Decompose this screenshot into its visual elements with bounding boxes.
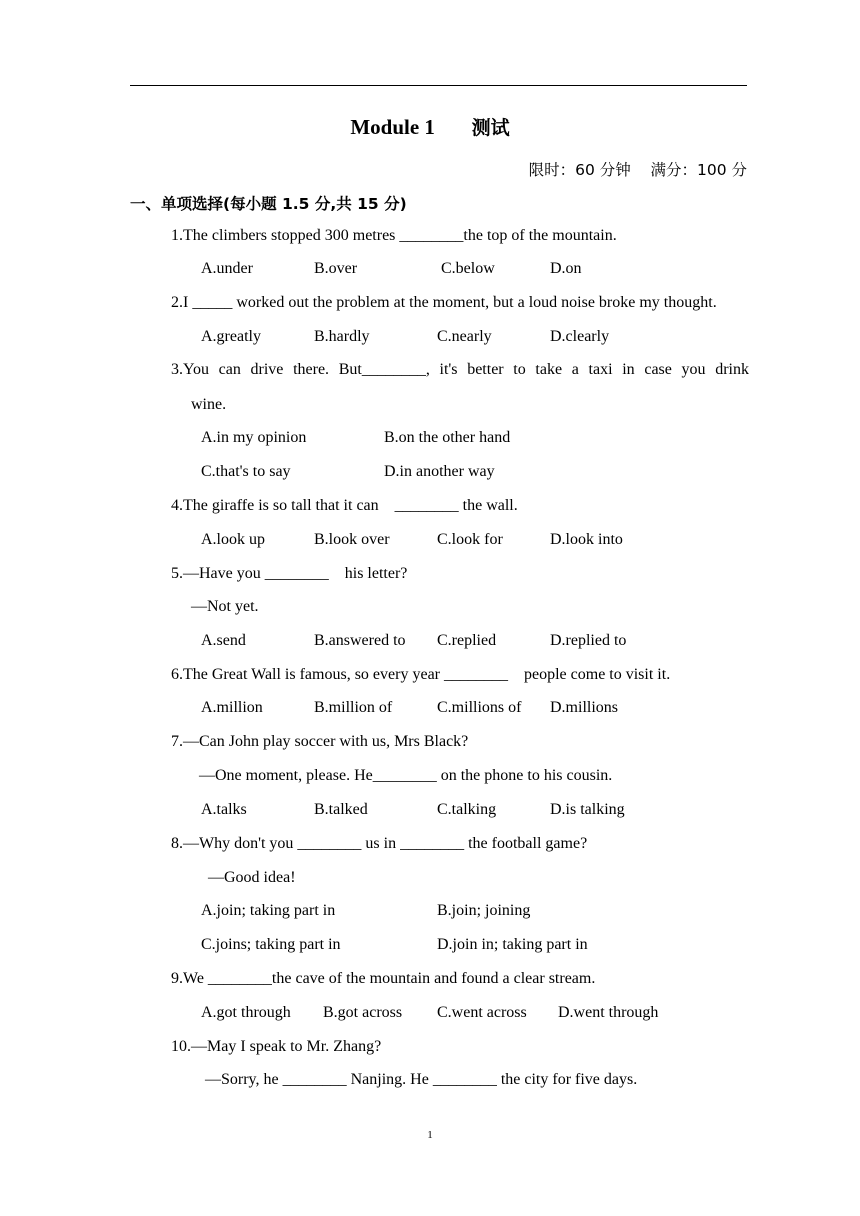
- question-3-continuation: wine.: [191, 396, 227, 413]
- q9-option-a: A.got through: [201, 1004, 291, 1021]
- question-10: 10.—May I speak to Mr. Zhang?: [171, 1038, 382, 1055]
- question-8: 8.—Why don't you ________ us in ________ the football game?: [171, 835, 588, 852]
- q3-option-c: C.that's to say: [201, 463, 291, 480]
- q5-option-d: D.replied to: [550, 632, 627, 649]
- q2-option-b: B.hardly: [314, 328, 370, 345]
- question-5: 5.—Have you ________ his letter?: [171, 565, 408, 582]
- q9-option-c: C.went across: [437, 1004, 527, 1021]
- q6-option-d: D.millions: [550, 699, 619, 716]
- q3-option-a: A.in my opinion: [201, 429, 307, 446]
- question-8-reply: —Good idea!: [208, 869, 296, 886]
- q5-option-c: C.replied: [437, 632, 497, 649]
- q1-option-c: C.below: [441, 260, 495, 277]
- q1-option-b: B.over: [314, 260, 358, 277]
- question-3: 3.You can drive there. But________, it's better to take a taxi in case you drink: [171, 361, 749, 378]
- q6-option-c: C.millions of: [437, 699, 522, 716]
- question-6: 6.The Great Wall is famous, so every year ________ people come to visit it.: [171, 666, 671, 683]
- q4-option-a: A.look up: [201, 531, 265, 548]
- q4-option-c: C.look for: [437, 531, 503, 548]
- question-7-reply: —One moment, please. He________ on the phone to his cousin.: [199, 767, 613, 784]
- question-4: 4.The giraffe is so tall that it can ________ the wall.: [171, 497, 518, 514]
- q5-option-b: B.answered to: [314, 632, 406, 649]
- page-number: 1: [427, 1129, 433, 1141]
- q2-option-c: C.nearly: [437, 328, 492, 345]
- question-7: 7.—Can John play soccer with us, Mrs Black?: [171, 733, 469, 750]
- q8-option-c: C.joins; taking part in: [201, 936, 341, 953]
- q7-option-b: B.talked: [314, 801, 368, 818]
- q2-option-a: A.greatly: [201, 328, 261, 345]
- question-10-reply: —Sorry, he ________ Nanjing. He ________ the city for five days.: [205, 1071, 638, 1088]
- q4-option-b: B.look over: [314, 531, 390, 548]
- q6-option-b: B.million of: [314, 699, 393, 716]
- q8-option-a: A.join; taking part in: [201, 902, 336, 919]
- question-2: 2.I _____ worked out the problem at the moment, but a loud noise broke my thought.: [171, 294, 717, 311]
- page-title: [0, 113, 860, 140]
- q8-option-d: D.join in; taking part in: [437, 936, 588, 953]
- q7-option-d: D.is talking: [550, 801, 625, 818]
- title-cn: 测试: [471, 117, 510, 139]
- question-1: 1.The climbers stopped 300 metres ________the top of the mountain.: [171, 227, 617, 244]
- q3-option-d: D.in another way: [384, 463, 495, 480]
- question-5-reply: —Not yet.: [191, 598, 259, 615]
- q3-option-b: B.on the other hand: [384, 429, 511, 446]
- q6-option-a: A.million: [201, 699, 263, 716]
- q5-option-a: A.send: [201, 632, 246, 649]
- q2-option-d: D.clearly: [550, 328, 610, 345]
- title-module: Module 1: [350, 115, 435, 139]
- header-rule: [130, 85, 747, 86]
- time-score-limits: 限时：60 分钟 满分：100 分: [528, 161, 747, 179]
- q9-option-b: B.got across: [323, 1004, 403, 1021]
- q4-option-d: D.look into: [550, 531, 623, 548]
- q1-option-d: D.on: [550, 260, 582, 277]
- section-heading: 一、单项选择(每小题 1.5 分,共 15 分): [130, 195, 407, 213]
- q1-option-a: A.under: [201, 260, 253, 277]
- q7-option-a: A.talks: [201, 801, 247, 818]
- question-9: 9.We ________the cave of the mountain and found a clear stream.: [171, 970, 596, 987]
- q7-option-c: C.talking: [437, 801, 497, 818]
- q9-option-d: D.went through: [558, 1004, 659, 1021]
- q8-option-b: B.join; joining: [437, 902, 531, 919]
